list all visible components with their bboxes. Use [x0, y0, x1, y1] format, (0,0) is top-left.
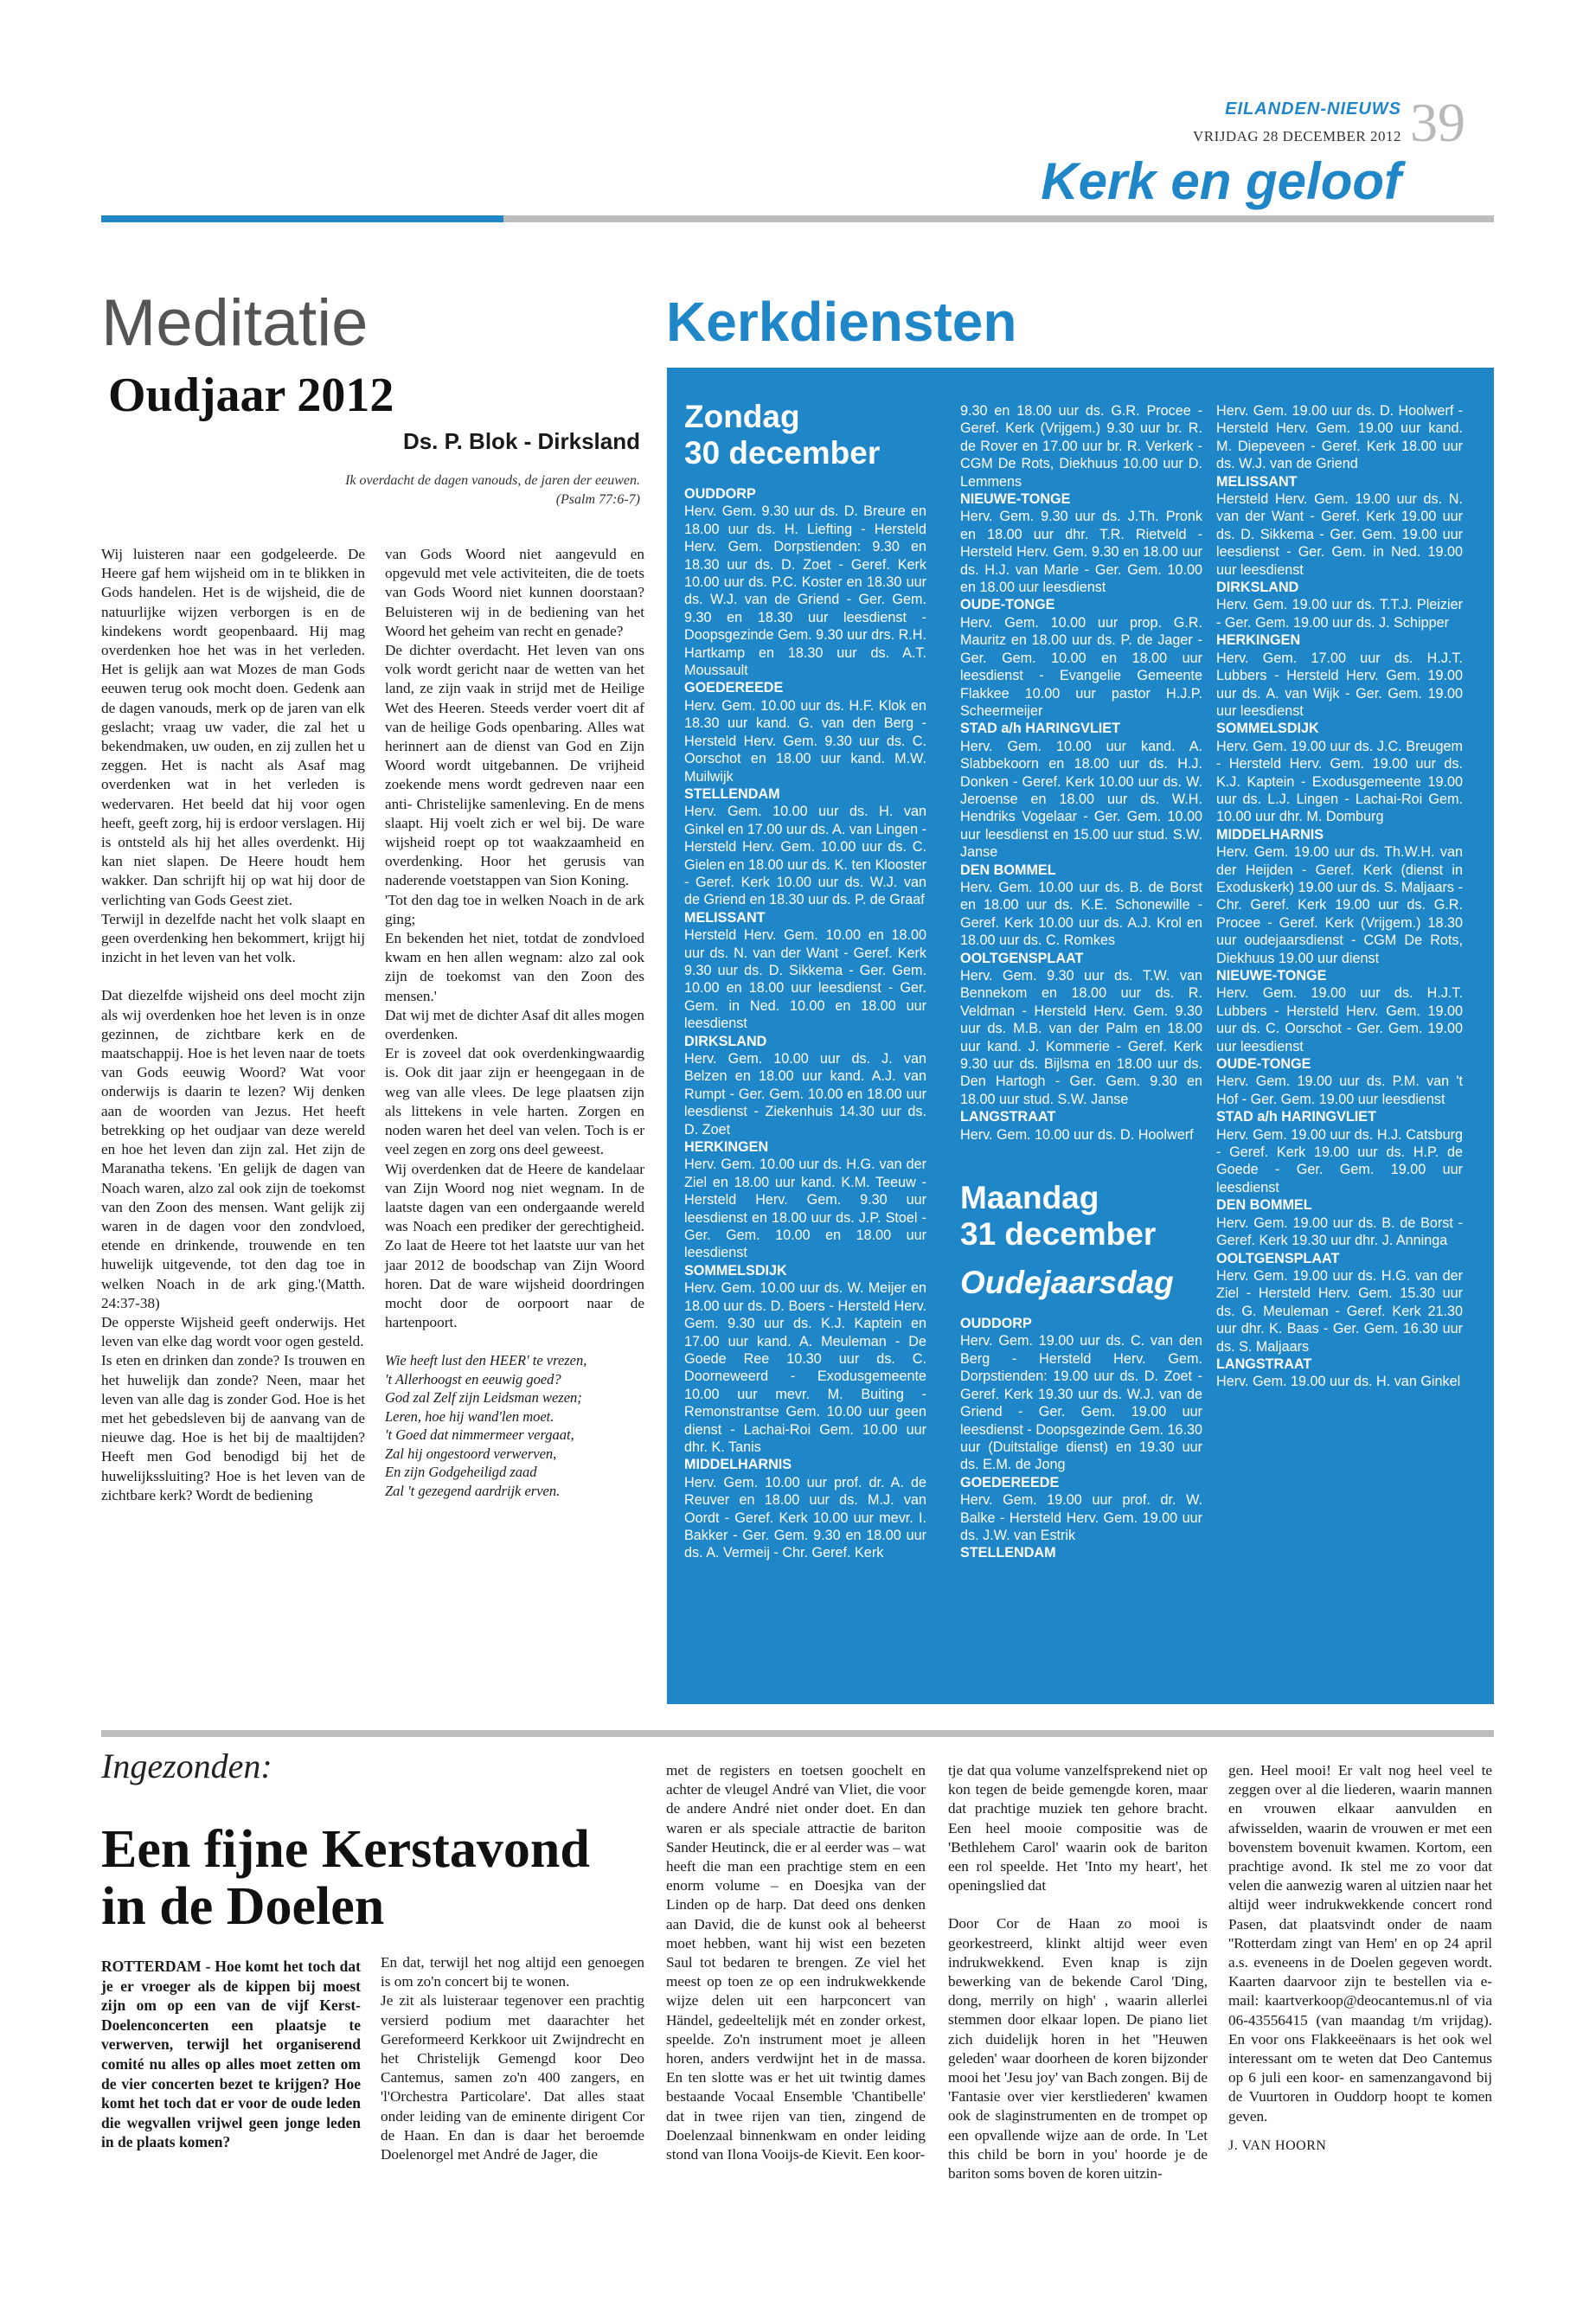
- place-heading: STELLENDAM: [684, 785, 780, 802]
- service-listing: Herv. Gem. 9.30 uur ds. D. Breure en 18.00 uur ds. H. Liefting - Hersteld Herv. Gem. Dorpstienden: 9.30 en 18.30 uur ds. D. Zoet - Geref. Kerk 10.00 uur ds. P.C. Koster en 18.30 uur ds. W.J. van de Griend - Ger. Gem. 9.30 en 18.30 uur leesdienst - Doopsgezinde Gem. 9.30 uur drs. R.H. Hartkamp en 18.30 uur ds. A.T. Moussault: [684, 503, 926, 679]
- place-heading: STELLENDAM: [960, 1545, 1056, 1561]
- masthead: EILANDEN-NIEUWS: [1225, 99, 1401, 119]
- paragraph: tje dat qua volume vanzelfsprekend niet op kon tegen de beide gemengde koren, maar dat prachtige muziek ten gehore bracht. Een heel mooie compositie was de 'Bethlehem Carol' waarin ook de bariton een rol speelde. Het 'Into my heart', het openingslied dat: [948, 1762, 1208, 1894]
- poem-line: Zal hij ongestoord verwerven,: [385, 1445, 557, 1462]
- poem-line: Zal 't gezegend aardrijk erven.: [385, 1482, 561, 1499]
- service-listing: Herv. Gem. 10.00 uur kand. A. Slabbekoorn en 18.00 uur ds. H.J. Donken - Geref. Kerk 10.00 uur ds. W. Jeroense en 18.00 uur ds. W.H. Hendriks Vogelaar - Ger. Gem. 10.00 uur leesdienst en 15.00 uur stud. S.W. Janse: [960, 738, 1202, 861]
- service-listing: Herv. Gem. 10.00 uur ds. B. de Borst en 18.00 uur ds. K.E. Schonewille - Geref. Kerk 10.00 uur ds. A.J. Krol en 18.00 uur ds. C. Romkes: [960, 879, 1202, 949]
- service-listing: Herv. Gem. 9.30 uur ds. J.Th. Pronk en 18.00 uur dhr. T.R. Rietveld - Hersteld Herv. Gem. 9.30 en 18.00 uur ds. H.J. van Marle - Ger. Gem. 10.00 en 18.00 uur leesdienst: [960, 509, 1202, 596]
- service-listing: Hersteld Herv. Gem. 10.00 en 18.00 uur ds. N. van der Want - Geref. Kerk 9.30 uur ds. D. Sikkema - Ger. Gem. 10.00 en 18.00 uur leesdienst - Ger. Gem. in Ned. 10.00 en 18.00 uur leesdienst: [684, 927, 926, 1032]
- place-heading: HERKINGEN: [684, 1139, 769, 1156]
- place-heading: DEN BOMMEL: [960, 862, 1056, 878]
- section-rule: [101, 1730, 1494, 1737]
- place-heading: GOEDEREEDE: [960, 1474, 1060, 1490]
- service-listing: Herv. Gem. 19.00 uur ds. C. van den Berg - Hersteld Herv. Gem. Dorpstienden: 19.00 uur ds. D. Zoet - Geref. Kerk 19.30 uur ds. W.J. van de Griend - Ger. Gem. 19.00 uur leesdienst - Doopsgezinde Gem. 16.30 uur (Duitstalige dienst) en 19.30 uur ds. E.M. de Jong: [960, 1333, 1202, 1473]
- place-heading: MIDDELHARNIS: [684, 1457, 792, 1473]
- kerkdiensten-box: [667, 368, 1494, 1704]
- article-column-3: [948, 1761, 1208, 2183]
- paragraph: De opperste Wijsheid geeft onderwijs. Het leven van elke dag wordt voor ogen gesteld.: [101, 1313, 365, 1350]
- headline-line: in de Doelen: [101, 1877, 385, 1936]
- place-heading: DIRKSLAND: [1216, 580, 1299, 596]
- paragraph: Terwijl in dezelfde nacht het volk slaapt en geen overdenking hen bekommert, krijgt hij inzicht in het leven van het volk.: [101, 910, 365, 966]
- place-heading: OUDE-TONGE: [960, 597, 1055, 613]
- headline-line: Een fijne Kerstavond: [101, 1820, 590, 1879]
- article-lead: ROTTERDAM - Hoe komt het toch dat je er vroeger als de kippen bij moest zijn om op een van de vijf Kerst-Doelenconcerten een plaatsje te verwerven, terwijl het organiserend comité nu alles op alles moet zetten om de vier concerten bezet te krijgen? Hoe komt het toch dat er voor de oude leden die wegvallen vrijwel geen jonge leden in de plaats komen?: [101, 1958, 361, 2151]
- place-heading: SOMMELSDIJK: [1216, 721, 1319, 737]
- service-listing: Herv. Gem. 19.00 uur ds. Th.W.H. van der Heijden - Geref. Kerk (dienst in Exoduskerk) 19.00 uur ds. S. Maljaars - Chr. Geref. Kerk 19.00 uur ds. G.R. Procee - Geref. Kerk (Vrijgem.) 18.30 uur oudejaarsdienst - CGM De Rots, Diekhuus 19.00 uur dienst: [1216, 844, 1463, 966]
- section-title: Kerk en geloof: [1041, 152, 1401, 210]
- paragraph: 'Tot den dag toe in welken Noach in de ark ging;: [385, 891, 644, 927]
- service-listing: Herv. Gem. 10.00 uur ds. D. Hoolwerf: [960, 1126, 1194, 1143]
- service-listing: Herv. Gem. 10.00 uur ds. H.G. van der Ziel en 18.00 uur kand. K.M. Teeuw - Hersteld Herv. Gem. 9.30 uur leesdienst en 18.00 uur ds. J.P. Stoel - Ger. Gem. 10.00 en 18.00 uur leesdienst: [684, 1157, 926, 1261]
- service-listing: Herv. Gem. 10.00 uur ds. H. van Ginkel en 17.00 uur ds. A. van Lingen - Hersteld Herv. Gem. 10.00 uur ds. C. Gielen en 18.00 uur ds. K. ten Klooster - Geref. Kerk 10.00 uur ds. W.J. van de Griend en 18.30 uur ds. P. de Graaf: [684, 804, 926, 908]
- poem-line: Leren, hoe hij wand'len moet.: [385, 1407, 554, 1425]
- date-heading-30-december: 30 december: [684, 435, 881, 471]
- place-heading: STAD a/h HARINGVLIET: [1216, 1109, 1376, 1125]
- meditatie-column-2: [385, 545, 644, 1500]
- oudejaarsdag-heading: Oudejaarsdag: [960, 1265, 1174, 1301]
- service-listing: Herv. Gem. 17.00 uur ds. H.J.T. Lubbers - Hersteld Herv. Gem. 19.00 uur ds. A. van Wijk - Ger. Gem. 19.00 uur leesdienst: [1216, 650, 1463, 719]
- poem-line: En zijn Godgeheiligd zaad: [385, 1464, 537, 1481]
- article-column-2: [666, 1761, 926, 2164]
- place-heading: OUDDORP: [960, 1316, 1032, 1332]
- paragraph: Er is zoveel dat ook overdenkingwaardig is. Ook dit jaar zijn er heengegaan in de weg van alle vlees. De lege plaatsen zijn als littekens in vele harten. Zorgen en noden waren het deel van velen. Toch is er veel zegen en zorg ons deel geweest.: [385, 1045, 644, 1158]
- kerkdiensten-heading: Kerkdiensten: [666, 291, 1017, 353]
- place-heading: OOLTGENSPLAAT: [960, 950, 1084, 966]
- place-heading: OUDDORP: [684, 486, 756, 502]
- service-listing: Herv. Gem. 10.00 uur prop. G.R. Mauritz en 18.00 uur ds. P. de Jager - Ger. Gem. 10.00 en 18.00 uur leesdienst - Evangelie Gemeente Flakkee 10.00 uur pastor H.J.P. Scheermeijer: [960, 614, 1202, 719]
- service-listing: Herv. Gem. 19.00 uur ds. T.T.J. Pleizier - Ger. Gem. 19.00 uur ds. J. Schipper: [1216, 597, 1463, 631]
- service-listing: Herv. Gem. 10.00 uur ds. W. Meijer en 18.00 uur ds. D. Boers - Hersteld Herv. Gem. 9.30 uur ds. K.J. Kaptein en 17.00 uur kand. A. Meuleman - De Goede Ree 10.30 uur ds. C. Doorneweerd - Exodusgemeente 10.00 uur mevr. M. Buiting - Remonstrantse Gem. 10.00 uur geen dienst - Lachai-Roi Gem. 10.00 uur dhr. K. Tanis: [684, 1280, 926, 1455]
- place-heading: LANGSTRAAT: [960, 1109, 1056, 1125]
- kerkdiensten-column-3: [1216, 402, 1463, 1391]
- article-column-4: [1228, 1761, 1492, 2156]
- place-heading: OOLTGENSPLAAT: [1216, 1250, 1340, 1266]
- kerkdiensten-column-1: [684, 399, 926, 1562]
- place-heading: DIRKSLAND: [684, 1033, 767, 1049]
- kerkdiensten-column-2: [960, 402, 1202, 1562]
- poem-line: God zal Zelf zijn Leidsman wezen;: [385, 1389, 582, 1407]
- service-listing: Herv. Gem. 19.00 uur ds. H.J. Catsburg - Geref. Kerk 19.00 uur ds. H.P. de Goede - Ger. Gem. 19.00 uur leesdienst: [1216, 1126, 1463, 1195]
- ingezonden-label: Ingezonden:: [101, 1747, 272, 1785]
- poem-line: 't Goed dat nimmermeer vergaat,: [385, 1426, 574, 1444]
- paragraph: En bekenden het niet, totdat de zondvloed kwam en hen allen wegnam: alzo zal ook zijn de toekomst van den Zoon des mensen.': [385, 930, 644, 1004]
- issue-date: VRIJDAG 28 DECEMBER 2012: [1192, 128, 1401, 144]
- service-listing: Hersteld Herv. Gem. 19.00 uur ds. N. van der Want - Geref. Kerk 19.00 uur ds. D. Sikkema - Ger. Gem. 19.00 uur leesdienst - Ger. Gem. in Ned. 19.00 uur leesdienst: [1216, 491, 1463, 578]
- date-heading-31-december: 31 december: [960, 1216, 1157, 1253]
- paragraph: De dichter overdacht. Het leven van ons volk wordt gericht naar de wetten van het land, ze zijn vaak in strijd met de Heilige Wet des Heeren. Steeds verder voert dit af van de heilige Gods openbaring. Alles wat herinnert aan de dienst van God en Zijn Woord wordt uitgebannen. De vrijheid zoekende mens wordt gedreven naar een anti- Christelijke samenleving. En de mens slaapt. Hij voelt zich er wel bij. De ware wijsheid roept op tot waakzaamheid en overdenking. Hoor het gerusis van naderende voetstappen van Sion Koning.: [385, 642, 644, 889]
- meditatie-heading: Meditatie: [101, 286, 369, 360]
- service-listing: Herv. Gem. 10.00 uur ds. H.F. Klok en 18.30 uur kand. G. van den Berg - Hersteld Herv. Gem. 9.30 uur ds. C. Oorschot en 18.00 uur kand. M.W. Muilwijk: [684, 697, 926, 785]
- place-heading: LANGSTRAAT: [1216, 1356, 1312, 1372]
- meditatie-subtitle: Oudjaar 2012: [108, 369, 394, 422]
- paragraph: Is eten en drinken dan zonde? Is trouwen en het huwelijk dan zonde? Neen, maar het leven van alle dag is zonder God. Hoe is het met het gebedsleven bij de aanvang van de nieuwe dag. Hoe is het bij de maaltijden? Heeft men God benodigd bij het de huwelijkssluiting? Hoe is het leven van de zichtbare kerk? Wordt de bediening: [101, 1352, 365, 1503]
- service-listing: Herv. Gem. 19.00 uur ds. B. de Borst - Geref. Kerk 19.30 uur dhr. J. Anninga: [1216, 1215, 1463, 1249]
- meditatie-column-1: [101, 545, 365, 1505]
- place-heading: HERKINGEN: [1216, 632, 1301, 649]
- paragraph: Dat diezelfde wijsheid ons deel mocht zijn als wij overdenken hoe het leven is in onze gezinnen, de zichtbare kerk en de maatschappij. Hoe is het leven naar de toets van Gods eeuwig Woord? Wat voor onderwijs is daarin te lezen? Wij denken aan de woorden van Jezus. Het heeft betrekking op het oudjaar van deze wereld en hoe het leven dan zijn zal. Het zijn de Maranatha tekens. 'En gelijk de dagen van Noach waren, alzo zal ook zijn de toekomst van den Zoon des mensen. Want gelijk zij waren in de dagen voor den zondvloed, etende en drinkende, trouwende en ten huwelijk uitgevende, tot den dag toe in welken Noach in de ark ging.'(Matth. 24:37-38): [101, 987, 365, 1311]
- place-heading: MELISSANT: [684, 909, 766, 926]
- page-number: 39: [1410, 92, 1465, 153]
- place-heading: GOEDEREEDE: [684, 680, 784, 696]
- article-headline: [101, 1821, 689, 1935]
- place-heading: DEN BOMMEL: [1216, 1197, 1312, 1214]
- place-heading: STAD a/h HARINGVLIET: [960, 721, 1120, 737]
- service-listing: Herv. Gem. 19.00 uur ds. H.G. van der Ziel - Hersteld Herv. Gem. 15.30 uur ds. G. Meuleman - Geref. Kerk 21.30 uur dhr. K. Baas - Ger. Gem. 16.30 uur ds. S. Maljaars: [1216, 1267, 1463, 1355]
- service-listing: Herv. Gem. 19.00 uur ds. D. Hoolwerf - Hersteld Herv. Gem. 19.00 uur kand. M. Diepeveen - Geref. Kerk 18.00 uur ds. W.J. van de Griend: [1216, 403, 1463, 472]
- place-heading: NIEUWE-TONGE: [1216, 968, 1327, 984]
- paragraph: Je zit als luisteraar tegenover een prachtig versierd podium met daarachter het Gereformeerd Kerkkoor uit Zwijndrecht en het Christelijk Gemengd koor Deo Cantemus, samen zo'n 400 zangers, en 'l'Orchestra Particolare'. Dat alles staat onder leiding van de eminente dirigent Cor de Haan. En dan is daar het beroemde Doelenorgel met André de Jager, die: [381, 1992, 644, 2163]
- place-heading: OUDE-TONGE: [1216, 1056, 1311, 1073]
- paragraph: Wij luisteren naar een godgeleerde. De Heere gaf hem wijsheid om in te blikken in Gods handelen. Het is de wijsheid, die de natuurlijke wijzen verborgen is en de kindekens wordt geopenbaard. Hij mag overdenken hoe het was in het verleden. Het is gelijk aan wat Mozes de man Gods eeuwen terug ook mocht doen. Gedenk aan de dagen vanouds, merk op de jaren van elk geslacht; vraag uw vader, die zal het u bekendmaken, uw ouden, en zij zullen het u zeggen. Het is nacht als Asaf mag overdenken wat in het verleden is wedervaren. Het beeld dat hij voor ogen heeft, geeft zorg, hij is erdoor verslagen. Hij is ontsteld als hij het alles overdenkt. Hij kan niet slapen. De Heere houdt hem wakker. Dan schrijft hij op wat hij door de verlichting van Gods Geest ziet.: [101, 546, 365, 908]
- author-signature: J. VAN HOORN: [1228, 2138, 1327, 2153]
- paragraph: van Gods Woord niet aangevuld en opgevuld met vele activiteiten, die de toets van Gods Woord niet kunnen doorstaan? Beluisteren wij in de bediening van het Woord het geheim van recht en genade?: [385, 546, 644, 639]
- meditatie-author: Ds. P. Blok - Dirksland: [402, 428, 640, 454]
- service-listing: Herv. Gem. 9.30 uur ds. T.W. van Bennekom en 18.00 uur ds. R. Veldman - Hersteld Herv. Gem. 9.30 uur ds. M.B. van der Palm en 18.00 uur kand. J. Kommerie - Geref. Kerk 9.30 uur ds. Bijlsma en 18.00 uur ds. Den Hartogh - Ger. Gem. 9.30 en 18.00 uur stud. S.W. Janse: [960, 968, 1202, 1107]
- service-listing: Herv. Gem. 19.00 uur ds. P.M. van 't Hof - Ger. Gem. 19.00 uur leesdienst: [1216, 1074, 1463, 1107]
- paragraph: Wij overdenken dat de Heere de kandelaar van Zijn Woord nog niet wegnam. In de laatste dagen van een ondergaande wereld was Noach een prediker der gerechtigheid. Zo laat de Heere tot het laatste uur van het jaar 2012 de boodschap van Zijn Woord horen. Dat de ware wijsheid doordringen mocht door de oorpoort naar de hartenpoort.: [385, 1160, 644, 1331]
- service-listing: Herv. Gem. 10.00 uur prof. dr. A. de Reuver en 18.00 uur ds. M.J. van Oordt - Geref. Kerk 10.00 uur mevr. I. Bakker - Ger. Gem. 9.30 en 18.00 uur ds. A. Vermeij - Chr. Geref. Kerk: [684, 1474, 926, 1561]
- poem-line: 't Allerhoogst en eeuwig goed?: [385, 1370, 561, 1388]
- quote-text: Ik overdacht de dagen vanouds, de jaren der eeuwen.: [345, 473, 640, 488]
- quote-reference: (Psalm 77:6-7): [555, 492, 640, 507]
- service-listing: Herv. Gem. 19.00 uur prof. dr. W. Balke - Hersteld Herv. Gem. 19.00 uur ds. J.W. van Estrik: [960, 1492, 1202, 1543]
- poem: [385, 1351, 644, 1500]
- paragraph: Dat wij met de dichter Asaf dit alles mogen overdenken.: [385, 1006, 644, 1043]
- meditatie-quote: [260, 471, 640, 510]
- service-listing: Herv. Gem. 19.00 uur ds. J.C. Breugem - Hersteld Herv. Gem. 19.00 uur ds. K.J. Kaptein - Exodusgemeente 19.00 uur ds. L.J. Lingen - Lachai-Roi Gem. 10.00 uur dhr. M. Domburg: [1216, 738, 1463, 825]
- poem-line: Wie heeft lust den HEER' te vrezen,: [385, 1352, 587, 1369]
- service-listing: Herv. Gem. 19.00 uur ds. H. van Ginkel: [1216, 1374, 1461, 1390]
- day-heading-maandag: Maandag: [960, 1180, 1099, 1216]
- header-rule-accent: [101, 215, 503, 222]
- place-heading: SOMMELSDIJK: [684, 1262, 787, 1279]
- place-heading: MELISSANT: [1216, 473, 1298, 490]
- paragraph: En dat, terwijl het nog altijd een genoegen is om zo'n concert bij te wonen.: [381, 1954, 644, 1990]
- paragraph: met de registers en toetsen goochelt en achter de vleugel André van Vliet, die voor de andere André niet onder doet. En dan waren er als speciale attractie de bariton Sander Heutinck, die er al eerder was – wat heeft die man een prachtige stem en een enorm volume – en Doesjka van der Linden op de harp. Dat deed ons denken aan David, die de kunst ook al beheerst moet hebben, want hij wist een bezeten Saul tot bedaren te brengen. Ze viel het meest op toen ze op een indrukwekkende wijze delen uit een harpconcert van Händel, gedeeltelijk mét en zonder orkest, speelde. Zo'n instrument moet je alleen horen, anders verdwijnt het in de massa. En ten slotte was er het uit twintig dames bestaande Vocaal Ensemble 'Chantibelle' dat in twee rijen van tien, zingend de Doelenzaal binnenkwam en onder leiding stond van Ilona Vooijs-de Kievit. Een koor-: [666, 1762, 926, 2163]
- article-column-1: [381, 1953, 644, 2164]
- day-heading-zondag: Zondag: [684, 399, 800, 434]
- service-listing: Herv. Gem. 19.00 uur ds. H.J.T. Lubbers - Hersteld Herv. Gem. 19.00 uur ds. C. Oorschot - Ger. Gem. 19.00 uur leesdienst: [1216, 985, 1463, 1054]
- service-listing: Herv. Gem. 10.00 uur ds. J. van Belzen en 18.00 uur kand. A.J. van Rumpt - Ger. Gem. 10.00 en 18.00 uur leesdienst - Ziekenhuis 14.30 uur ds. D. Zoet: [684, 1051, 926, 1138]
- place-heading: MIDDELHARNIS: [1216, 826, 1324, 843]
- paragraph: gen. Heel mooi! Er valt nog heel veel te zeggen over al die liederen, waarin mannen en vrouwen elkaar aanvulden en afwisselden, waarin de vrouwen er met een bovenstem bovenuit kwamen. Kortom, een prachtige avond. Ik stel me zo voor dat velen die aanwezig waren al uitzien naar het altijd weer indrukwekkende concert rond Pasen, dat plaatsvindt onder de naam ''Rotterdam zingt van Hem' en op 24 april a.s. eveneens in de Doelen gegeven wordt. Kaarten daarvoor zijn te bestellen via e-mail: kaartverkoop@deocantemus.nl of via 06-43556415 (van maandag t/m vrijdag). En voor ons Flakkeeënaars is het ook wel interessant om te weten dat Deo Cantemus op 6 juli een koor- en samenzangavond bij de Vuurtoren in Ouddorp hoopt te komen geven.: [1228, 1762, 1492, 2125]
- place-heading: NIEUWE-TONGE: [960, 491, 1071, 508]
- paragraph: Door Cor de Haan zo mooi is georkestreerd, klinkt altijd weer even indrukwekkend. Even knap is zijn bewerking van de bekende Carol 'Ding, dong, merrily on high' , waarin allerlei stemmen door elkaar lopen. De piano liet zich duidelijk horen in het ''Heuwen geleden' waar doorheen de koren bijzonder mooi het 'Jesu joy' van Bach zongen. Bij de 'Fantasie over vier kerstliederen' kwamen ook de slaginstrumenten en de trompet op een opvallende wijze aan de orde. In 'Let this child be born in you' hoorde je de bariton soms boven de koren uitzin-: [948, 1915, 1208, 2182]
- service-listing: 9.30 en 18.00 uur ds. G.R. Procee - Geref. Kerk (Vrijgem.) 9.30 uur br. R. de Rover en 17.00 uur br. R. Verkerk - CGM De Rots, Diekhuus 10.00 uur D. Lemmens: [960, 403, 1202, 490]
